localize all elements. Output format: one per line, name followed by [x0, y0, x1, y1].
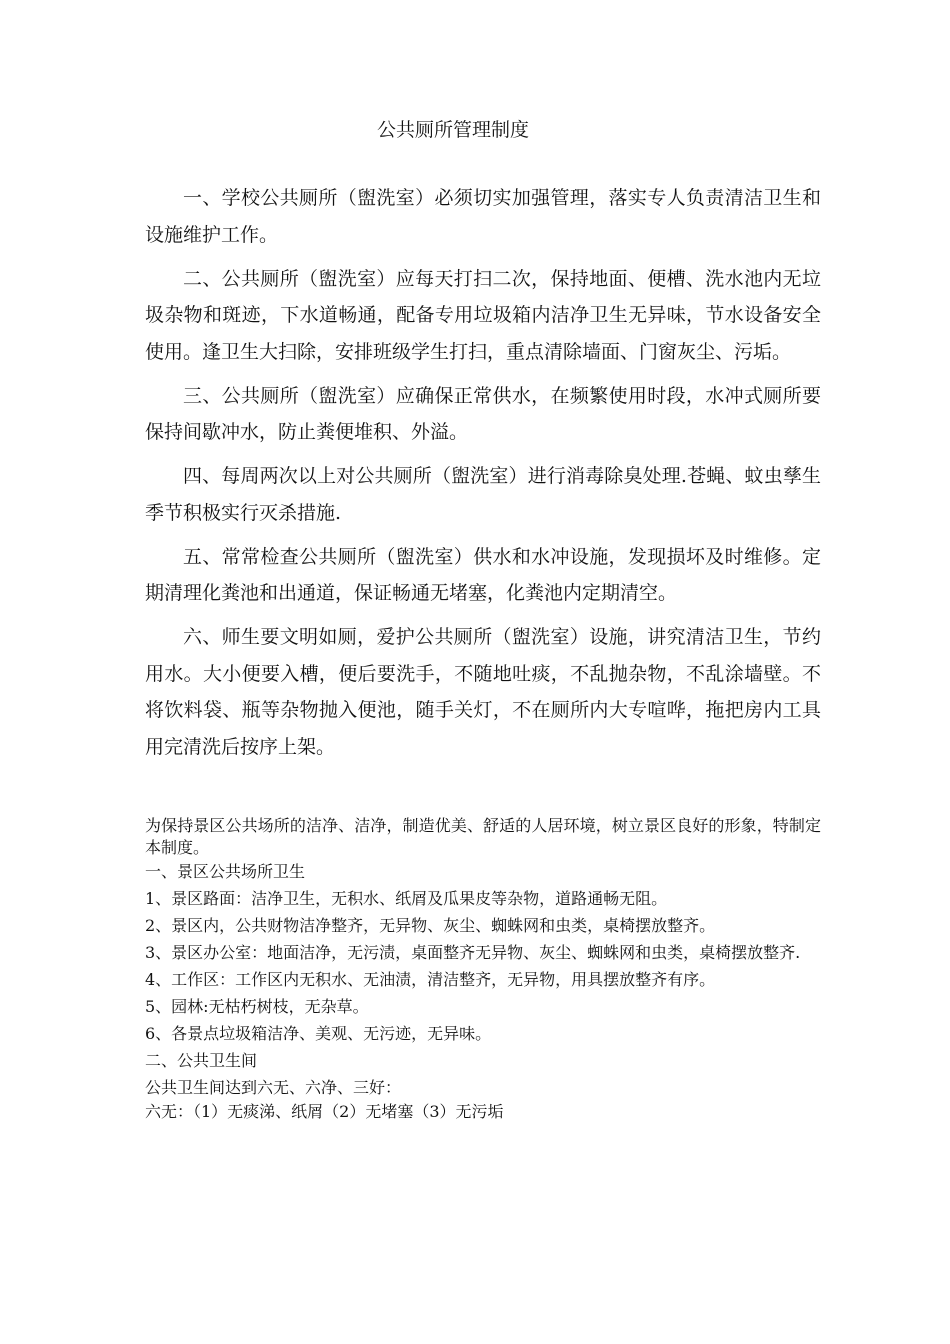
section-intro: 公共卫生间达到六无、六净、三好：: [145, 1078, 402, 1097]
document-title: 公共厕所管理制度: [376, 119, 529, 141]
list-item: 4、工作区：工作区内无积水、无油渍，清洁整齐，无异物，用具摆放整齐有序。: [145, 970, 716, 989]
list-item: 5、园林:无枯朽树枝，无杂草。: [145, 997, 369, 1016]
toilet-rules: [145, 180, 821, 773]
rule-paragraph: 五、常常检查公共厕所（盥洗室）供水和水冲设施，发现损坏及时维修。定期清理化粪池和出通道，保证畅通无堵塞，化粪池内定期清空。: [145, 545, 821, 604]
list-item: 2、景区内，公共财物洁净整齐，无异物、灰尘、蜘蛛网和虫类，桌椅摆放整齐。: [145, 916, 716, 935]
rule-paragraph: 一、学校公共厕所（盥洗室）必须切实加强管理，落实专人负责清洁卫生和设施维护工作。: [145, 187, 821, 246]
rule-paragraph: 六、师生要文明如厕，爱护公共厕所（盥洗室）设施，讲究清洁卫生，节约用水。大小便要入槽，便后要洗手，不随地吐痰，不乱抛杂物，不乱涂墙壁。不将饮料袋、瓶等杂物抛入便池，随手关灯，不在厕所内大专喧哗，拖把房内工具用完清洗后按序上架。: [145, 626, 821, 758]
scenic-intro: 为保持景区公共场所的洁净、洁净，制造优美、舒适的人居环境，树立景区良好的形象，特制定本制度。: [145, 816, 821, 857]
list-item: 3、景区办公室：地面洁净，无污渍，桌面整齐无异物、灰尘、蜘蛛网和虫类，桌椅摆放整齐.: [145, 943, 801, 962]
list-item: 1、景区路面：洁净卫生，无积水、纸屑及瓜果皮等杂物，道路通畅无阻。: [145, 889, 668, 908]
section-heading: 一、景区公共场所卫生: [145, 862, 306, 881]
rule-paragraph: 二、公共厕所（盥洗室）应每天打扫二次，保持地面、便槽、洗水池内无垃圾杂物和斑迹，下水道畅通，配备专用垃圾箱内洁净卫生无异味，节水设备安全使用。逢卫生大扫除，安排班级学生打扫，重点清除墙面、门窗灰尘、污垢。: [145, 267, 821, 363]
section-heading: 二、公共卫生间: [145, 1051, 258, 1070]
rule-paragraph: 四、每周两次以上对公共厕所（盥洗室）进行消毒除臭处理.苍蝇、蚊虫孳生季节积极实行灭杀措施.: [145, 465, 821, 524]
rule-paragraph: 三、公共厕所（盥洗室）应确保正常供水，在频繁使用时段，水冲式厕所要保持间歇冲水，防止粪便堆积、外溢。: [145, 384, 821, 443]
list-item: 六无：（1）无痰涕、纸屑（2）无堵塞（3）无污垢: [145, 1102, 504, 1121]
scenic-hygiene-rules: [145, 815, 821, 1128]
list-item: 6、各景点垃圾箱洁净、美观、无污迹，无异味。: [145, 1024, 492, 1043]
